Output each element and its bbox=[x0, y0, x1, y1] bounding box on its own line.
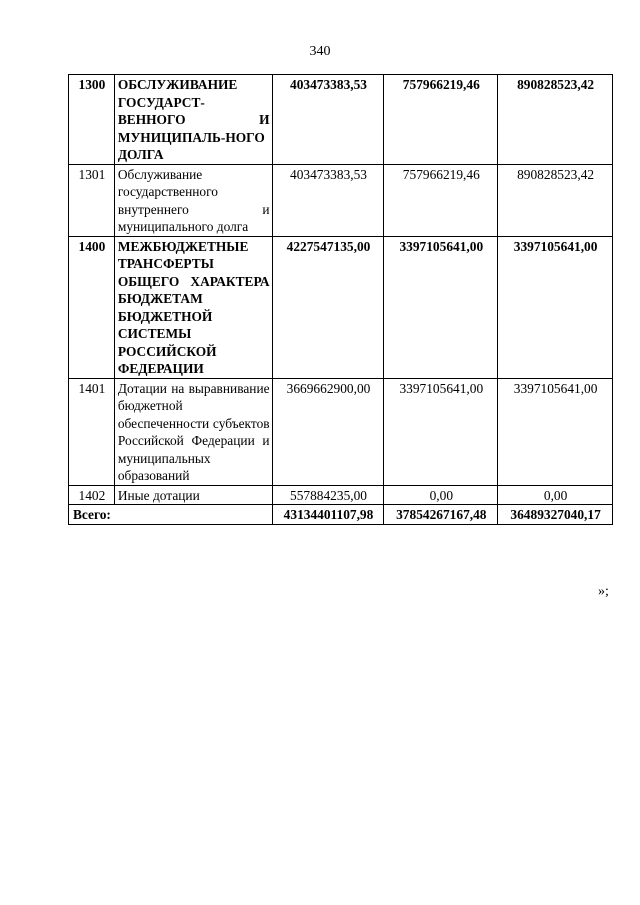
row-value-3: 3397105641,00 bbox=[498, 236, 613, 378]
row-value-2: 3397105641,00 bbox=[384, 236, 498, 378]
row-code: 1300 bbox=[69, 75, 115, 165]
row-name: Дотации на выравнивание бюджетной обеспеченности субъектов Российской Федерации и муниципальных образований bbox=[114, 378, 272, 485]
row-code: 1400 bbox=[69, 236, 115, 378]
row-value-2: 757966219,46 bbox=[384, 164, 498, 236]
row-value-3: 3397105641,00 bbox=[498, 378, 613, 485]
table-row bbox=[69, 164, 613, 236]
total-label: Всего: bbox=[69, 505, 273, 525]
row-value-2: 0,00 bbox=[384, 485, 498, 505]
row-value-1: 557884235,00 bbox=[272, 485, 384, 505]
total-value-3: 36489327040,17 bbox=[498, 505, 613, 525]
row-value-1: 403473383,53 bbox=[272, 164, 384, 236]
table-row bbox=[69, 485, 613, 505]
row-value-1: 4227547135,00 bbox=[272, 236, 384, 378]
row-value-2: 3397105641,00 bbox=[384, 378, 498, 485]
row-name: Обслуживание государственного внутреннего и муниципального долга bbox=[114, 164, 272, 236]
row-code: 1402 bbox=[69, 485, 115, 505]
row-value-1: 3669662900,00 bbox=[272, 378, 384, 485]
total-row bbox=[69, 505, 613, 525]
row-value-2: 757966219,46 bbox=[384, 75, 498, 165]
row-value-3: 0,00 bbox=[498, 485, 613, 505]
row-value-3: 890828523,42 bbox=[498, 75, 613, 165]
row-value-3: 890828523,42 bbox=[498, 164, 613, 236]
row-name: Иные дотации bbox=[114, 485, 272, 505]
row-name: ОБСЛУЖИВАНИЕ ГОСУДАРСТ-ВЕННОГО И МУНИЦИПАЛЬ-НОГО ДОЛГА bbox=[114, 75, 272, 165]
table-row bbox=[69, 236, 613, 378]
row-value-1: 403473383,53 bbox=[272, 75, 384, 165]
page-number: 340 bbox=[309, 44, 331, 59]
row-name: МЕЖБЮДЖЕТНЫЕ ТРАНСФЕРТЫ ОБЩЕГО ХАРАКТЕРА БЮДЖЕТАМ БЮДЖЕТНОЙ СИСТЕМЫ РОССИЙСКОЙ ФЕДЕРАЦИИ bbox=[114, 236, 272, 378]
closing-quote-mark: »; bbox=[598, 584, 609, 599]
row-code: 1301 bbox=[69, 164, 115, 236]
budget-table bbox=[68, 74, 613, 525]
total-value-1: 43134401107,98 bbox=[272, 505, 384, 525]
table-row bbox=[69, 75, 613, 165]
total-value-2: 37854267167,48 bbox=[384, 505, 498, 525]
table-row bbox=[69, 378, 613, 485]
row-code: 1401 bbox=[69, 378, 115, 485]
